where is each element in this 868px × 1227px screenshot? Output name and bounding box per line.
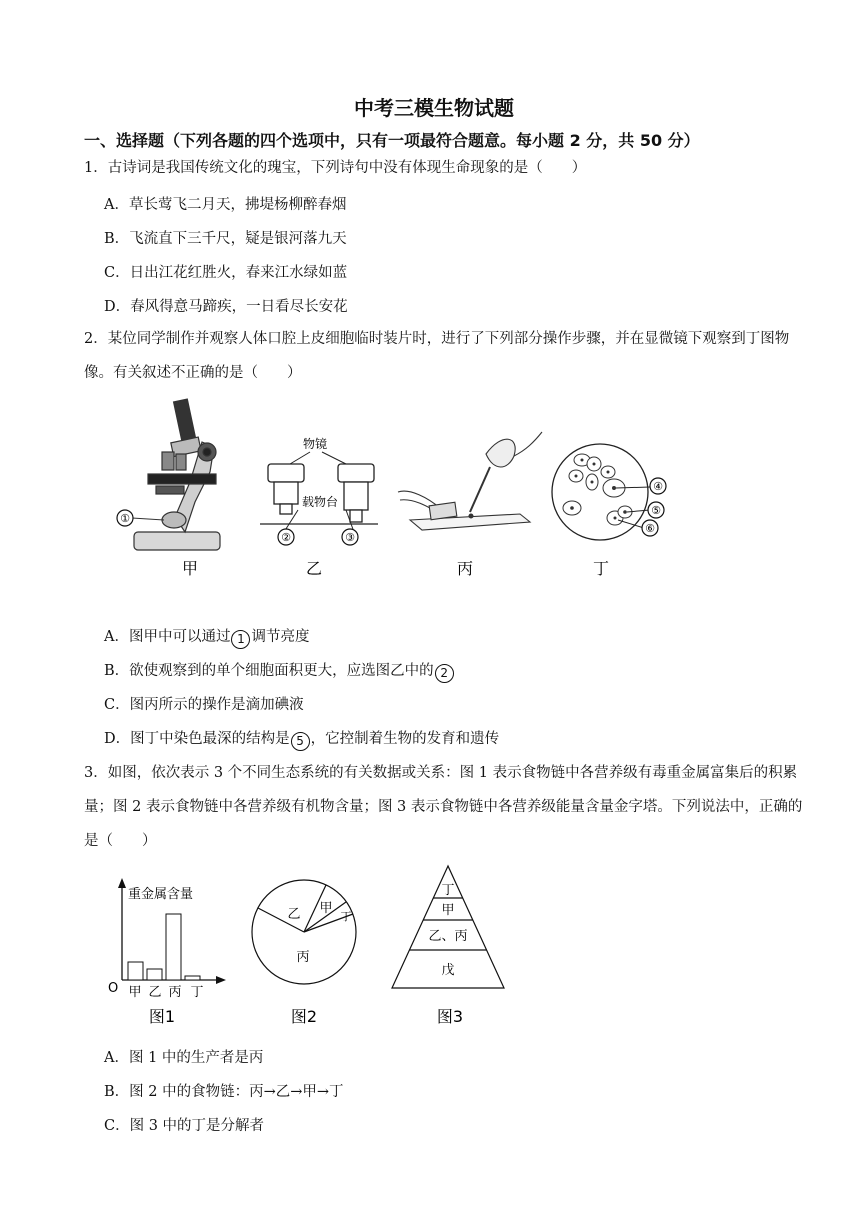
marker-5 [648, 502, 664, 518]
marker-2 [278, 529, 294, 545]
q3-option-b: B．图 2 中的食物链：丙→乙→甲→丁 [104, 1084, 344, 1100]
cell-field-of-view [552, 444, 648, 540]
marker-3 [342, 529, 358, 545]
bar-ding [185, 976, 200, 980]
svg-text:④: ④ [653, 480, 663, 493]
svg-text:③: ③ [345, 531, 355, 544]
bar-yi [147, 969, 162, 980]
q2-option-d: D．图丁中染色最深的结构是 5 ，它控制着生物的发育和遗传 [104, 727, 499, 751]
svg-text:⑤: ⑤ [651, 504, 661, 517]
svg-text:重金属含量: 重金属含量 [128, 887, 194, 902]
caption-ding: 丁 [592, 559, 610, 578]
q2-option-b: B．欲使观察到的单个细胞面积更大，应选图乙中的 2 [104, 659, 455, 683]
svg-text:①: ① [120, 512, 130, 525]
question-1-stem: 1．古诗词是我国传统文化的瑰宝，下列诗句中没有体现生命现象的是（ ） [84, 160, 587, 176]
caption-bing: 丙 [456, 559, 474, 578]
marker-6 [642, 520, 658, 536]
bar-jia [128, 962, 143, 980]
q3-option-c: C．图 3 中的丁是分解者 [104, 1118, 265, 1134]
marker-4 [650, 478, 666, 494]
svg-text:⑥: ⑥ [645, 522, 655, 535]
question-3-stem: 3．如图，依次表示 3 个不同生态系统的有关数据或关系：图 1 表示食物链中各营养级有毒重金属富集后的积累量；图 2 表示食物链中各营养级有机物含量；图 3 表示食物链中各营养级能量含量金字塔。下列说法中，正确的是（ ） [84, 765, 803, 849]
q3-figures [100, 862, 520, 1032]
figure-1-bar-chart [108, 878, 226, 1026]
svg-text:丁: 丁 [441, 883, 455, 898]
q3-option-a: A．图 1 中的生产者是丙 [104, 1050, 264, 1066]
q2-option-a: A．图甲中可以通过 1 调节亮度 [104, 625, 309, 649]
q1-option-c: C．日出江花红胜火，春来江水绿如蓝 [104, 265, 348, 281]
svg-text:O: O [108, 981, 119, 996]
svg-text:图1: 图1 [148, 1007, 176, 1026]
svg-text:乙、丙: 乙、丙 [428, 929, 468, 944]
page-title: 中考三模生物试题 [354, 96, 514, 120]
q1-option-d: D．春风得意马蹄疾，一日看尽长安花 [104, 299, 348, 315]
svg-text:甲: 甲 [319, 901, 333, 916]
bar-bing [166, 914, 181, 980]
label-objective: 物镜 [302, 437, 328, 451]
svg-text:乙: 乙 [287, 907, 301, 922]
svg-text:丁: 丁 [190, 985, 204, 1000]
microscope-illustration [134, 399, 220, 550]
svg-text:丁: 丁 [340, 910, 352, 923]
svg-text:戊: 戊 [441, 963, 455, 978]
q1-option-b: B．飞流直下三千尺，疑是银河落九天 [104, 231, 347, 247]
figure-2-pie [252, 880, 356, 984]
caption-yi: 乙 [305, 559, 323, 578]
svg-text:甲: 甲 [441, 903, 455, 918]
svg-text:图2: 图2 [290, 1007, 318, 1026]
q1-option-a: A．草长莺飞二月天，拂堤杨柳醉春烟 [104, 197, 347, 213]
dropping-illustration [398, 432, 542, 530]
objective-lenses [268, 464, 374, 522]
svg-text:丙: 丙 [168, 985, 182, 1000]
svg-text:甲: 甲 [128, 985, 142, 1000]
svg-text:乙: 乙 [148, 985, 162, 1000]
marker-1 [117, 510, 133, 526]
section-heading: 一、选择题（下列各题的四个选项中，只有一项最符合题意。每小题 2 分，共 50 分） [84, 131, 700, 150]
svg-text:②: ② [281, 531, 291, 544]
svg-text:图3: 图3 [436, 1007, 464, 1026]
label-stage: 载物台 [301, 495, 339, 509]
question-2-stem: 2．某位同学制作并观察人体口腔上皮细胞临时装片时，进行了下列部分操作步骤，并在显微镜下观察到丁图物像。有关叙述不正确的是（ ） [84, 331, 790, 381]
svg-text:丙: 丙 [296, 950, 310, 965]
q2-figure [110, 392, 710, 592]
caption-jia: 甲 [181, 559, 199, 578]
q2-option-c: C．图丙所示的操作是滴加碘液 [104, 697, 304, 713]
